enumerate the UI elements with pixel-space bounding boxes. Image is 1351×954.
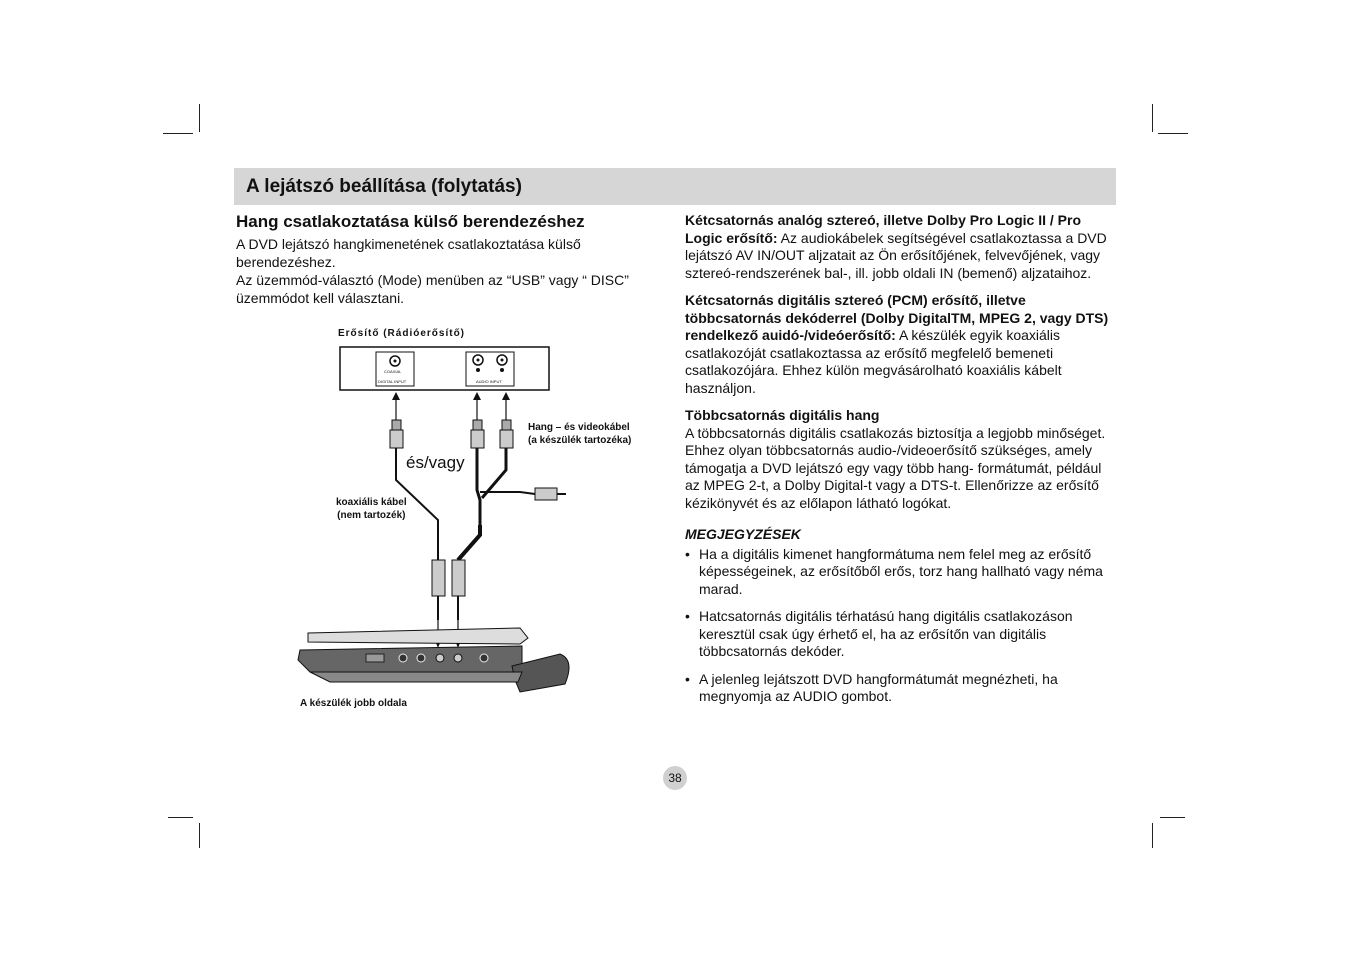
crop-mark: [1158, 133, 1188, 134]
left-column: [236, 212, 656, 307]
notes-title: MEGJEGYZÉSEK: [685, 526, 801, 542]
coax-cable-label: koaxiális kábel (nem tartozék): [336, 497, 407, 521]
section-banner: [234, 168, 1116, 205]
device-side-label: A készülék jobb oldala: [300, 698, 407, 709]
av-cable-label: Hang – és videokábel (a készülék tartozéka): [528, 422, 632, 446]
intro-paragraph: A DVD lejátszó hangkimenetének csatlakoztatása külső berendezéshez.: [236, 236, 581, 270]
list-item: • Ha a digitális kimenet hangformátuma nem felel meg az erősítő képességeinek, az erősítőből erős, torz hang hallható vagy néma marad.: [685, 546, 1115, 599]
amplifier-box: [340, 347, 549, 390]
page-number: 38: [663, 766, 687, 790]
digital-section: Kétcsatornás digitális sztereó (PCM) erősítő, illetve többcsatornás dekóderrel (Dolby DigitalTM, MPEG 2, vagy DTS) rendelkező auidó-/videóerősítő: A készülék egyik koaxiális csatlakozóját csatlakoztassa az erősítő megfelelő bemeneti csatlakozójára. Ehhez külön megvásárolható koaxiális kábelt használjon.: [685, 292, 1109, 396]
crop-mark: [163, 133, 193, 134]
list-item: • A jelenleg lejátszott DVD hangformátumát megnézheti, ha megnyomja az AUDIO gombot.: [685, 671, 1115, 706]
crop-mark: [199, 823, 200, 848]
crop-mark: [199, 104, 200, 132]
multichannel-text: A többcsatornás digitális csatlakozás biztosítja a legjobb minőséget. Ehhez olyan többcsatornás audio-/videoerősítő szükséges, amely támogatja a DVD lejátszó egy vagy több hang- formátumát, például az MPEG 2-t, a Dolby Digital-t vagy a DTS-t. Ellenőrizze az erősítő kézikönyvét és az előlapon látható logókat.: [685, 424, 1106, 511]
crop-mark: [168, 817, 193, 818]
multichannel-title: Többcsatornás digitális hang: [685, 407, 880, 423]
mode-paragraph: Az üzemmód-választó (Mode) menüben az “USB” vagy “ DISC” üzemmódot kell választani.: [236, 272, 629, 306]
connection-diagram: [290, 320, 650, 720]
digital-input-label: DIGITAL INPUT: [378, 379, 407, 384]
coaxial-label: COAXIAL: [384, 369, 402, 374]
analog-section: Kétcsatornás analóg sztereó, illetve Dolby Pro Logic II / Pro Logic erősítő: Az audiokábelek segítségével csatlakoztassa a DVD lejátszó AV IN/OUT aljzatait az Ön erősítőjének, felvevőjének, vagy sztereó-rendszerének bal-, ill. jobb oldali IN (bemenő) aljzataihoz.: [685, 212, 1107, 281]
amplifier-label: Erősítő (Rádióerősítő): [338, 328, 466, 339]
crop-mark: [1152, 823, 1153, 848]
multichannel-section: [685, 407, 1115, 512]
right-column: [685, 212, 1115, 716]
crop-mark: [1152, 104, 1153, 132]
page-title: A lejátszó beállítása (folytatás): [246, 176, 522, 197]
or-label: és/vagy: [406, 453, 465, 472]
list-item: • Hatcsatornás digitális térhatású hang digitális csatlakozáson keresztül csak úgy érhető el, ha az erősítőn van digitális többcsatornás dekóder.: [685, 608, 1115, 661]
audio-input-label: AUDIO INPUT: [476, 379, 502, 384]
section-heading: Hang csatlakoztatása külső berendezéshez: [236, 212, 585, 231]
crop-mark: [1160, 817, 1185, 818]
notes-list: [685, 546, 1115, 706]
